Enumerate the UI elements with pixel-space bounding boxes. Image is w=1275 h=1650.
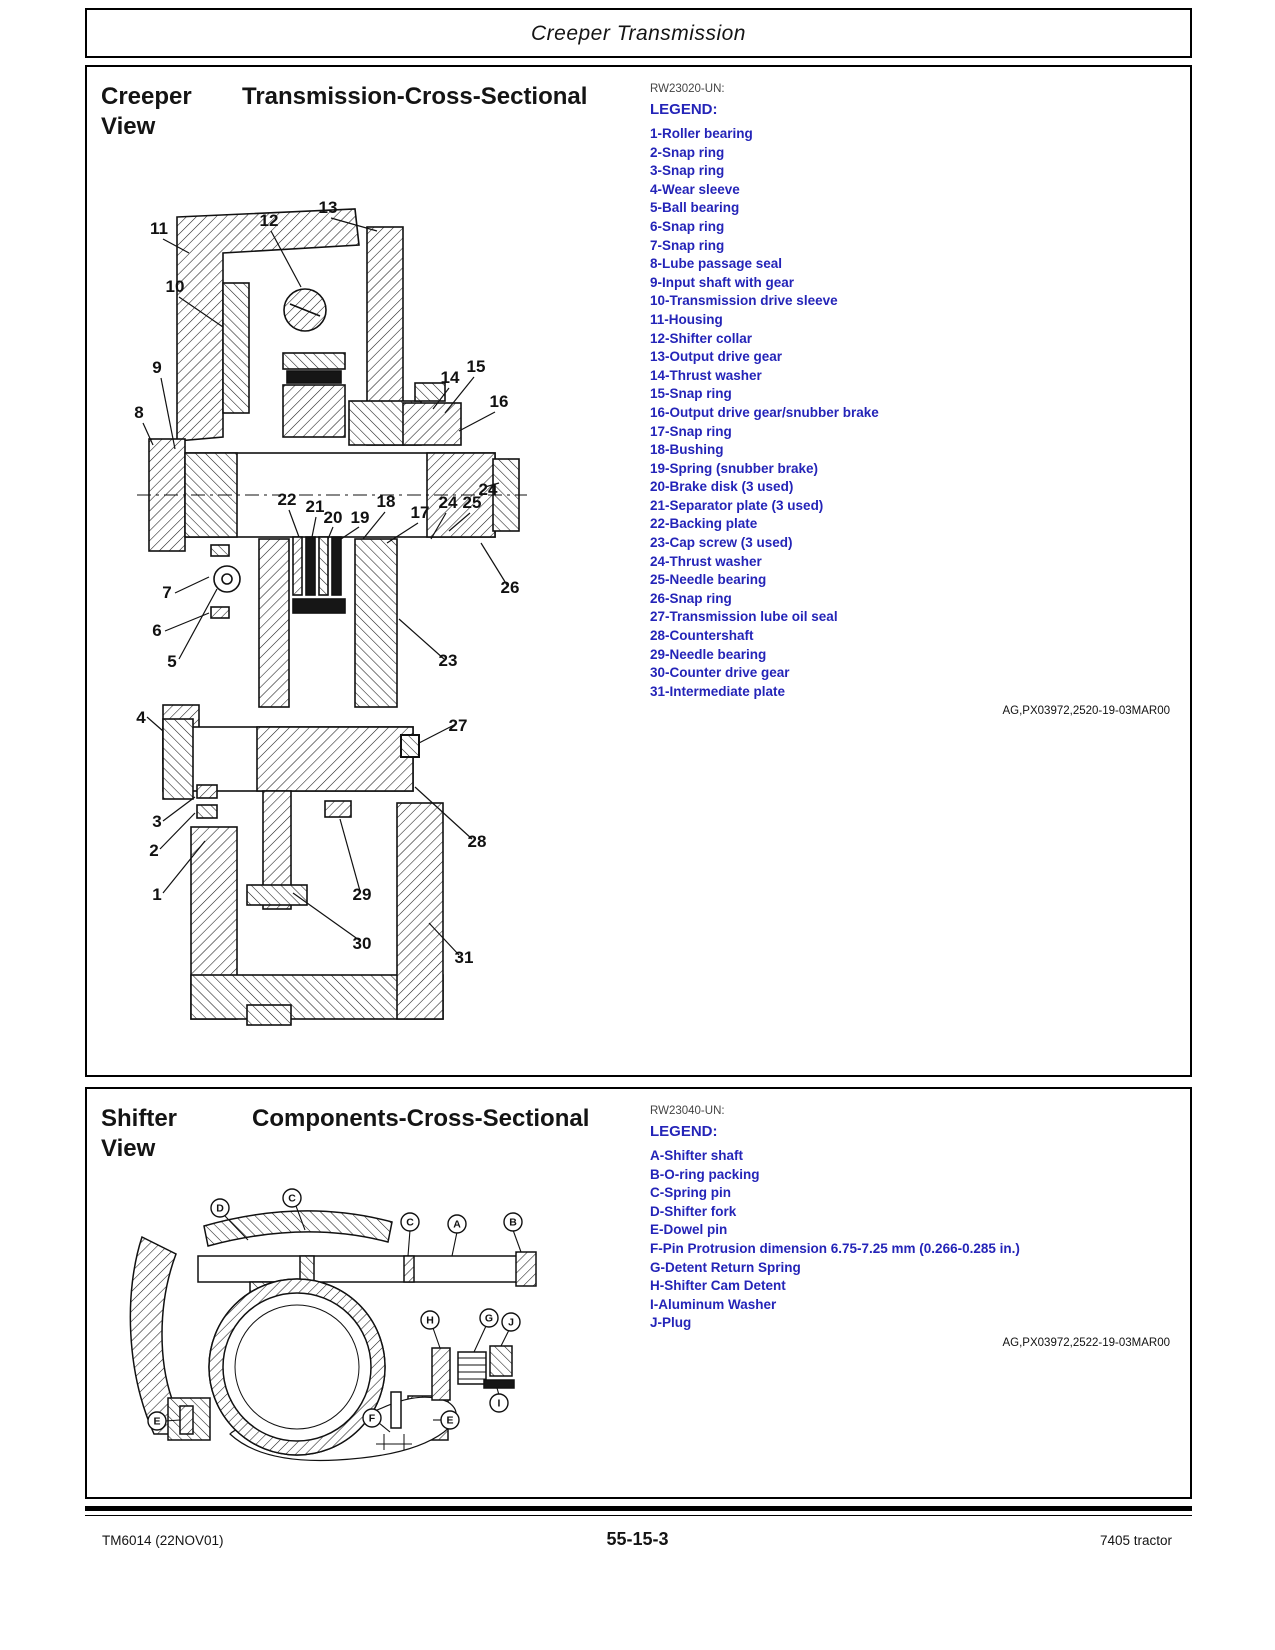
legend-item: B-O-ring packing bbox=[650, 1166, 760, 1182]
page-header-title: Creeper Transmission bbox=[530, 22, 746, 45]
callout-22: 22 bbox=[277, 490, 297, 509]
legend-heading: LEGEND: bbox=[650, 101, 718, 118]
legend-item: 26-Snap ring bbox=[650, 590, 732, 606]
legend-item: 7-Snap ring bbox=[650, 237, 725, 253]
legend-item: 28-Countershaft bbox=[650, 628, 754, 644]
footer-page-number: 55-15-3 bbox=[606, 1529, 669, 1549]
svg-text:A: A bbox=[453, 1218, 461, 1231]
callout-10: 10 bbox=[165, 277, 185, 296]
callout-31: 31 bbox=[454, 948, 474, 967]
svg-text:F: F bbox=[368, 1412, 376, 1425]
legend-item: 12-Shifter collar bbox=[650, 330, 753, 346]
callout-E1 bbox=[148, 1412, 166, 1430]
legend-item: 24-Thrust washer bbox=[650, 553, 762, 569]
page-header-box bbox=[85, 8, 1192, 58]
legend-item: 31-Intermediate plate bbox=[650, 683, 786, 699]
legend-item: 16-Output drive gear/snubber brake bbox=[650, 404, 879, 420]
callout-14: 14 bbox=[440, 368, 460, 387]
footer-manual-id: TM6014 (22NOV01) bbox=[102, 1533, 224, 1548]
legend-item: 19-Spring (snubber brake) bbox=[650, 460, 819, 476]
legend-item: 17-Snap ring bbox=[650, 423, 732, 439]
legend-item: 23-Cap screw (3 used) bbox=[650, 535, 793, 551]
section2-title-word1: Shifter bbox=[101, 1105, 178, 1132]
callout-18: 18 bbox=[376, 492, 396, 511]
callout-C2 bbox=[401, 1213, 419, 1231]
svg-text:C: C bbox=[288, 1192, 296, 1205]
svg-text:D: D bbox=[216, 1202, 224, 1215]
callout-15: 15 bbox=[466, 357, 486, 376]
legend-item: A-Shifter shaft bbox=[650, 1148, 744, 1163]
legend-item: 9-Input shaft with gear bbox=[650, 274, 795, 290]
callout-1: 1 bbox=[152, 885, 162, 904]
legend-item: H-Shifter Cam Detent bbox=[650, 1278, 786, 1294]
callout-J bbox=[502, 1313, 520, 1331]
shifter-components-section bbox=[85, 1087, 1192, 1499]
svg-text:E: E bbox=[153, 1415, 161, 1428]
legend-item: 11-Housing bbox=[650, 311, 723, 327]
brake-disk-pack-group bbox=[293, 537, 345, 613]
gear-group bbox=[209, 1279, 385, 1455]
legend-list bbox=[650, 125, 1190, 701]
callout-E2 bbox=[441, 1411, 459, 1429]
callout-8: 8 bbox=[134, 403, 144, 422]
callout-13: 13 bbox=[318, 198, 338, 217]
figure-credit: AG,PX03972,2522-19-03MAR00 bbox=[1002, 1337, 1170, 1349]
legend-item: 2-Snap ring bbox=[650, 144, 725, 160]
callout-H bbox=[421, 1311, 439, 1329]
creeper-transmission-section bbox=[85, 65, 1192, 1077]
section2-title-word2: Components-Cross-Sectional bbox=[252, 1105, 590, 1132]
callout-G bbox=[480, 1309, 498, 1327]
legend-item: 21-Separator plate (3 used) bbox=[650, 497, 824, 513]
footer-thick-rule bbox=[85, 1506, 1192, 1511]
callout-C1 bbox=[283, 1189, 301, 1207]
callout-9: 9 bbox=[152, 358, 162, 377]
callout-26: 26 bbox=[500, 578, 520, 597]
section1-title-word2: Transmission-Cross-Sectional bbox=[242, 83, 588, 110]
legend-item: 14-Thrust washer bbox=[650, 367, 762, 383]
callout-30: 30 bbox=[352, 934, 372, 953]
legend-item: 10-Transmission drive sleeve bbox=[650, 293, 838, 309]
footer-thin-rule bbox=[85, 1515, 1192, 1516]
svg-text:E: E bbox=[446, 1414, 454, 1427]
section1-title-word3: View bbox=[101, 113, 156, 140]
legend-item: 6-Snap ring bbox=[650, 218, 725, 234]
figure-credit: AG,PX03972,2520-19-03MAR00 bbox=[1002, 705, 1170, 717]
legend-item: J-Plug bbox=[650, 1315, 692, 1331]
callout-24b: 24 bbox=[438, 493, 458, 512]
callout-28: 28 bbox=[467, 832, 487, 851]
callout-I bbox=[490, 1394, 508, 1412]
legend-item: 5-Ball bearing bbox=[650, 200, 740, 216]
lower-housing-group bbox=[191, 803, 443, 1025]
legend-item: I-Aluminum Washer bbox=[650, 1296, 777, 1312]
callout-27: 27 bbox=[448, 716, 468, 735]
section1-title-word1: Creeper bbox=[101, 83, 192, 110]
shifter-shaft-group bbox=[198, 1252, 536, 1298]
svg-text:J: J bbox=[508, 1316, 514, 1329]
callout-7: 7 bbox=[162, 583, 172, 602]
figure-code: RW23040-UN: bbox=[650, 1105, 725, 1117]
callout-11: 11 bbox=[150, 219, 168, 238]
section2-title-word3: View bbox=[101, 1135, 156, 1162]
legend-list bbox=[650, 1147, 1190, 1333]
callout-4: 4 bbox=[136, 708, 146, 727]
figure-code: RW23020-UN: bbox=[650, 83, 725, 95]
legend-item: 25-Needle bearing bbox=[650, 572, 767, 588]
mid-gear-group bbox=[211, 539, 397, 707]
legend-heading: LEGEND: bbox=[650, 1123, 718, 1140]
callout-F bbox=[363, 1409, 381, 1427]
legend-item: 4-Wear sleeve bbox=[650, 181, 740, 197]
callout-B bbox=[504, 1213, 522, 1231]
footer-model: 7405 tractor bbox=[1099, 1533, 1172, 1548]
svg-text:I: I bbox=[497, 1397, 501, 1410]
callout-3: 3 bbox=[152, 812, 162, 831]
legend-item: 18-Bushing bbox=[650, 442, 724, 458]
legend-item: 30-Counter drive gear bbox=[650, 665, 790, 681]
legend-item: C-Spring pin bbox=[650, 1185, 731, 1201]
legend-item: F-Pin Protrusion dimension 6.75-7.25 mm (0.266-0.285 in.) bbox=[650, 1240, 1020, 1256]
shifter-components-figure bbox=[112, 1182, 562, 1472]
callout-12: 12 bbox=[259, 211, 279, 230]
callout-6: 6 bbox=[152, 621, 162, 640]
legend-item: G-Detent Return Spring bbox=[650, 1259, 801, 1275]
callout-19: 19 bbox=[350, 508, 370, 527]
callout-D bbox=[211, 1199, 229, 1217]
callout-29: 29 bbox=[352, 885, 372, 904]
legend-item: 8-Lube passage seal bbox=[650, 256, 783, 272]
svg-text:G: G bbox=[484, 1312, 494, 1325]
legend-item: 27-Transmission lube oil seal bbox=[650, 609, 838, 625]
legend-item: E-Dowel pin bbox=[650, 1222, 728, 1238]
creeper-transmission-cross-section-figure bbox=[97, 187, 642, 1042]
callout-16: 16 bbox=[489, 392, 509, 411]
callout-5: 5 bbox=[167, 652, 177, 671]
legend-item: 3-Snap ring bbox=[650, 163, 725, 179]
callout-17: 17 bbox=[410, 503, 430, 522]
callout-24: 24 bbox=[478, 480, 498, 499]
svg-text:C: C bbox=[406, 1216, 414, 1229]
legend-item: 15-Snap ring bbox=[650, 386, 732, 402]
callout-20: 20 bbox=[323, 508, 343, 527]
legend-item: D-Shifter fork bbox=[650, 1203, 737, 1219]
callout-25: 25 bbox=[462, 493, 482, 512]
callout-23: 23 bbox=[438, 651, 458, 670]
callout-A bbox=[448, 1215, 466, 1233]
callout-21: 21 bbox=[305, 497, 325, 516]
legend-item: 29-Needle bearing bbox=[650, 646, 767, 662]
svg-text:H: H bbox=[426, 1314, 434, 1327]
legend-item: 22-Backing plate bbox=[650, 516, 758, 532]
legend-item: 1-Roller bearing bbox=[650, 126, 753, 141]
legend-item: 13-Output drive gear bbox=[650, 349, 783, 365]
callout-2: 2 bbox=[149, 841, 159, 860]
legend-item: 20-Brake disk (3 used) bbox=[650, 479, 794, 495]
svg-text:B: B bbox=[509, 1216, 517, 1229]
